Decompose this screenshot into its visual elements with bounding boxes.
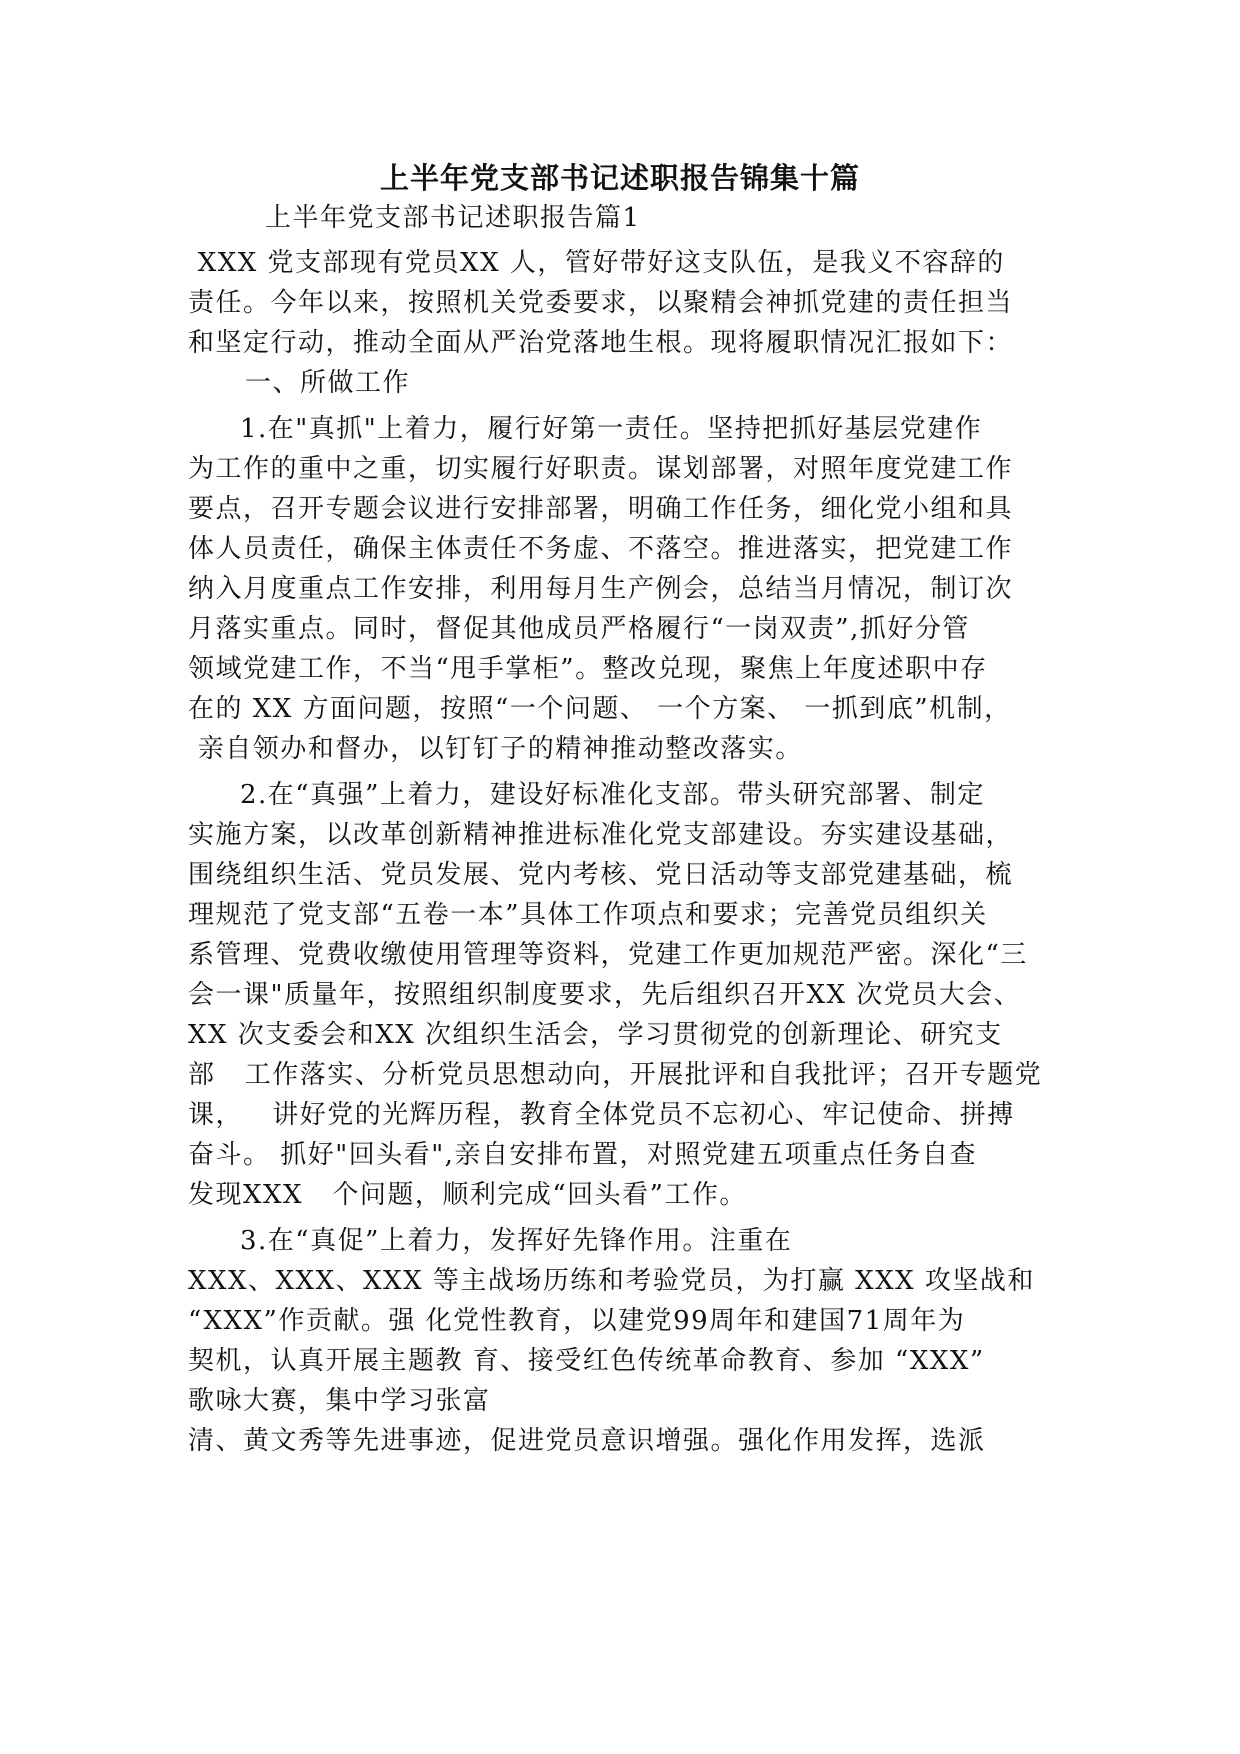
paragraph-line: XX 次支委会和XX 次组织生活会，学习贯彻党的创新理论、研究支 bbox=[188, 1020, 1003, 1050]
paragraph-line: 体人员责任，确保主体责任不务虚、不落空。推进落实，把党建工作 bbox=[188, 534, 1014, 564]
subtitle: 上半年党支部书记述职报告篇1 bbox=[265, 203, 641, 233]
paragraph-line: 领域党建工作，不当“甩手掌柜”。整改兑现，聚焦上年度述职中存 bbox=[188, 654, 988, 684]
paragraph-line: 为工作的重中之重，切实履行好职责。谋划部署，对照年度党建工作 bbox=[188, 454, 1014, 484]
paragraph-line: 契机，认真开展主题教 育、接受红色传统革命教育、参加 “XXX” bbox=[188, 1346, 985, 1376]
document-title: 上半年党支部书记述职报告锦集十篇 bbox=[379, 161, 860, 195]
paragraph-line: 实施方案，以改革创新精神推进标准化党支部建设。夯实建设基础， bbox=[188, 820, 1014, 850]
paragraph-line: 月落实重点。同时，督促其他成员严格履行“一岗双责”,抓好分管 bbox=[188, 614, 970, 644]
paragraph-line: 亲自领办和督办，以钉钉子的精神推动整改落实。 bbox=[188, 734, 803, 764]
section-heading: 一、所做工作 bbox=[245, 368, 411, 398]
paragraph-line: 课， 讲好党的光辉历程，教育全体党员不忘初心、牢记使命、拼搏 bbox=[188, 1100, 1015, 1130]
paragraph-line: 清、黄文秀等先进事迹，促进党员意识增强。强化作用发挥，选派 bbox=[188, 1426, 986, 1456]
paragraph-line: 理规范了党支部“五卷一本”具体工作项点和要求；完善党员组织关 bbox=[188, 900, 988, 930]
paragraph-line: 和坚定行动，推动全面从严治党落地生根。现将履职情况汇报如下： bbox=[188, 328, 1014, 358]
paragraph-line: 要点，召开专题会议进行安排部署，明确工作任务，细化党小组和具 bbox=[188, 494, 1014, 524]
paragraph-line: 在的 XX 方面问题，按照“一个问题、 一个方案、 一抓到底”机制， bbox=[188, 694, 1012, 724]
paragraph-line: 3.在“真促”上着力，发挥好先锋作用。注重在 bbox=[240, 1226, 793, 1256]
paragraph-line: 奋斗。 抓好"回头看",亲自安排布置，对照党建五项重点任务自查 bbox=[188, 1140, 977, 1170]
paragraph-line: 围绕组织生活、党员发展、党内考核、党日活动等支部党建基础，梳 bbox=[188, 860, 1014, 890]
paragraph-line: “XXX”作贡献。强 化党性教育，以建党99周年和建国71周年为 bbox=[188, 1306, 966, 1336]
paragraph-line: 歌咏大赛，集中学习张富 bbox=[188, 1386, 491, 1416]
paragraph-line: 会一课"质量年，按照组织制度要求，先后组织召开XX 次党员大会、 bbox=[188, 980, 1022, 1010]
paragraph-line: 纳入月度重点工作安排，利用每月生产例会，总结当月情况，制订次 bbox=[188, 574, 1014, 604]
paragraph-line: 发现XXX 个问题，顺利完成“回头看”工作。 bbox=[188, 1180, 747, 1210]
paragraph-line: 系管理、党费收缴使用管理等资料，党建工作更加规范严密。深化“三 bbox=[188, 940, 1028, 970]
paragraph-line: 1.在"真抓"上着力，履行好第一责任。坚持把抓好基层党建作 bbox=[240, 414, 983, 444]
paragraph-line: 部 工作落实、分析党员思想动向，开展批评和自我批评；召开专题党 bbox=[188, 1060, 1043, 1090]
paragraph-line: XXX 党支部现有党员XX 人，管好带好这支队伍，是我义不容辞的 bbox=[188, 248, 1005, 278]
paragraph-line: 2.在“真强”上着力，建设好标准化支部。带头研究部署、制定 bbox=[240, 780, 985, 810]
paragraph-line: 责任。今年以来，按照机关党委要求，以聚精会神抓党建的责任担当 bbox=[188, 288, 1014, 318]
paragraph-line: XXX、XXX、XXX 等主战场历练和考验党员，为打赢 XXX 攻坚战和 bbox=[188, 1266, 1035, 1296]
